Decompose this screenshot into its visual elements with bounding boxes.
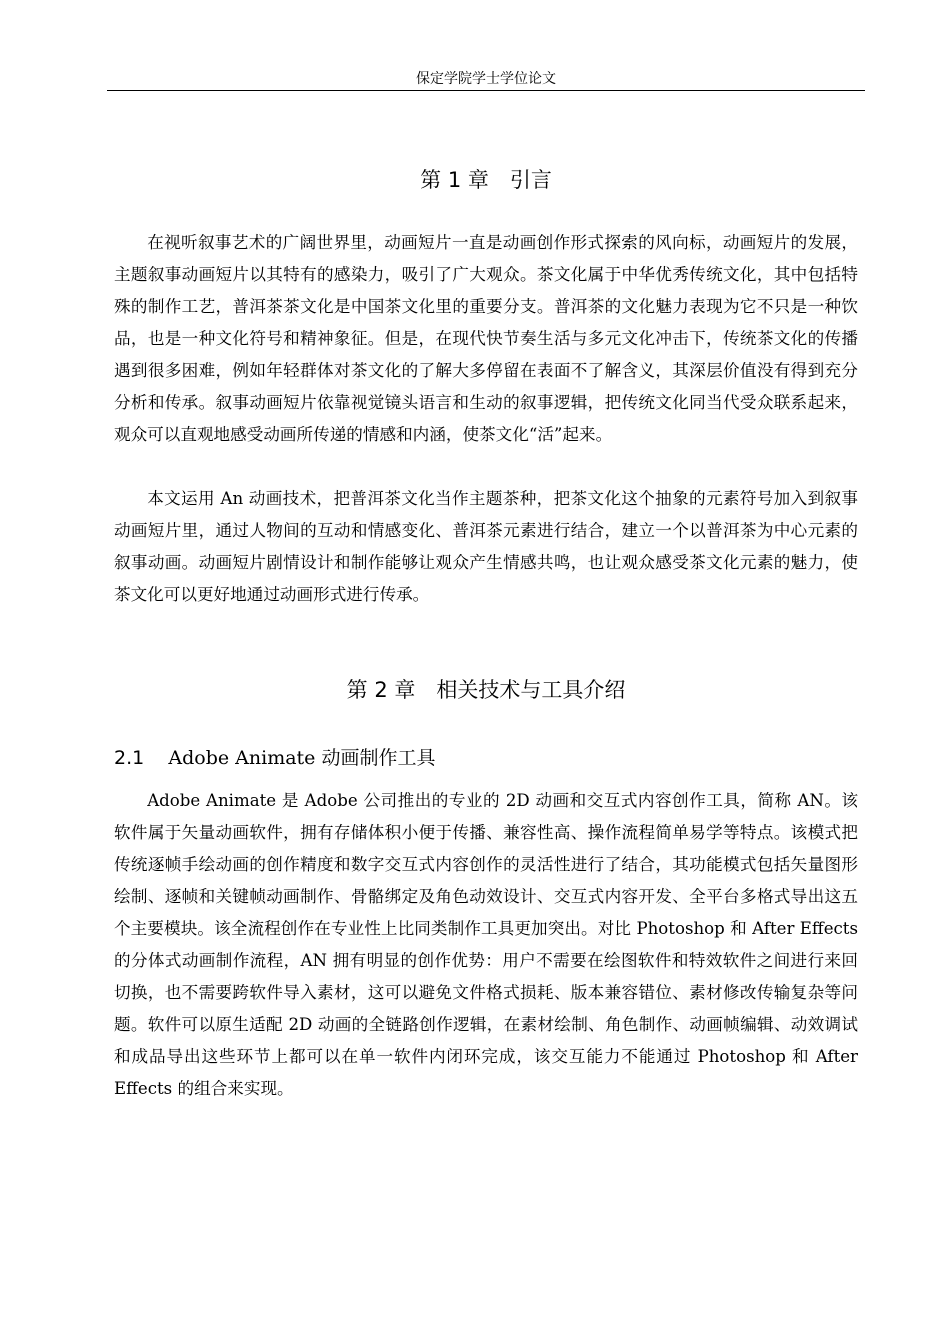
section-2-1-heading bbox=[114, 745, 435, 771]
section-2-1-paragraph: Adobe Animate 是 Adobe 公司推出的专业的 2D 动画和交互式内容创作工具，简称 AN。该软件属于矢量动画软件，拥有存储体积小便于传播、兼容性高、操作流程简单易学等特点。该模式把传统逐帧手绘动画的创作精度和数字交互式内容创作的灵活性进行了结合，其功能模式包括矢量图形绘制、逐帧和关键帧动画制作、骨骼绑定及角色动效设计、交互式内容开发、全平台多格式导出这五个主要模块。该全流程创作在专业性上比同类制作工具更加突出。对比 Photoshop 和 After Effects 的分体式动画制作流程，AN 拥有明显的创作优势：用户不需要在绘图软件和特效软件之间进行来回切换，也不需要跨软件导入素材，这可以避免文件格式损耗、版本兼容错位、素材修改传输复杂等问题。软件可以原生适配 2D 动画的全链路创作逻辑，在素材绘制、角色制作、动画帧编辑、动效调试和成品导出这些环节上都可以在单一软件内闭环完成，该交互能力不能通过 Photoshop 和 After Effects 的组合来实现。 bbox=[114, 791, 858, 1098]
chapter-1-title: 第 1 章 引言 bbox=[420, 168, 552, 192]
chapter-1-paragraph-2: 本文运用 An 动画技术，把普洱茶文化当作主题茶种，把茶文化这个抽象的元素符号加入到叙事动画短片里，通过人物间的互动和情感变化、普洱茶元素进行结合，建立一个以普洱茶为中心元素的叙事动画。动画短片剧情设计和制作能够让观众产生情感共鸣，也让观众感受茶文化元素的魅力，使茶文化可以更好地通过动画形式进行传承。 bbox=[114, 489, 858, 604]
chapter-2-title: 第 2 章 相关技术与工具介绍 bbox=[346, 678, 626, 702]
section-title-english: Adobe Animate bbox=[168, 747, 316, 769]
section-number: 2.1 bbox=[114, 747, 145, 769]
header-rule bbox=[107, 90, 865, 91]
chapter-1-paragraph-1: 在视听叙事艺术的广阔世界里，动画短片一直是动画创作形式探索的风向标，动画短片的发展，主题叙事动画短片以其特有的感染力，吸引了广大观众。茶文化属于中华优秀传统文化，其中包括特殊的制作工艺，普洱茶茶文化是中国茶文化里的重要分支。普洱茶的文化魅力表现为它不只是一种饮品，也是一种文化符号和精神象征。但是，在现代快节奏生活与多元文化冲击下，传统茶文化的传播遇到很多困难，例如年轻群体对茶文化的了解大多停留在表面不了解含义，其深层价值没有得到充分分析和传承。叙事动画短片依靠视觉镜头语言和生动的叙事逻辑，把传统文化同当代受众联系起来，观众可以直观地感受动画所传递的情感和内涵，使茶文化“活”起来。 bbox=[114, 233, 858, 444]
running-header: 保定学院学士学位论文 bbox=[416, 71, 556, 87]
section-title-chinese: 动画制作工具 bbox=[321, 747, 436, 769]
